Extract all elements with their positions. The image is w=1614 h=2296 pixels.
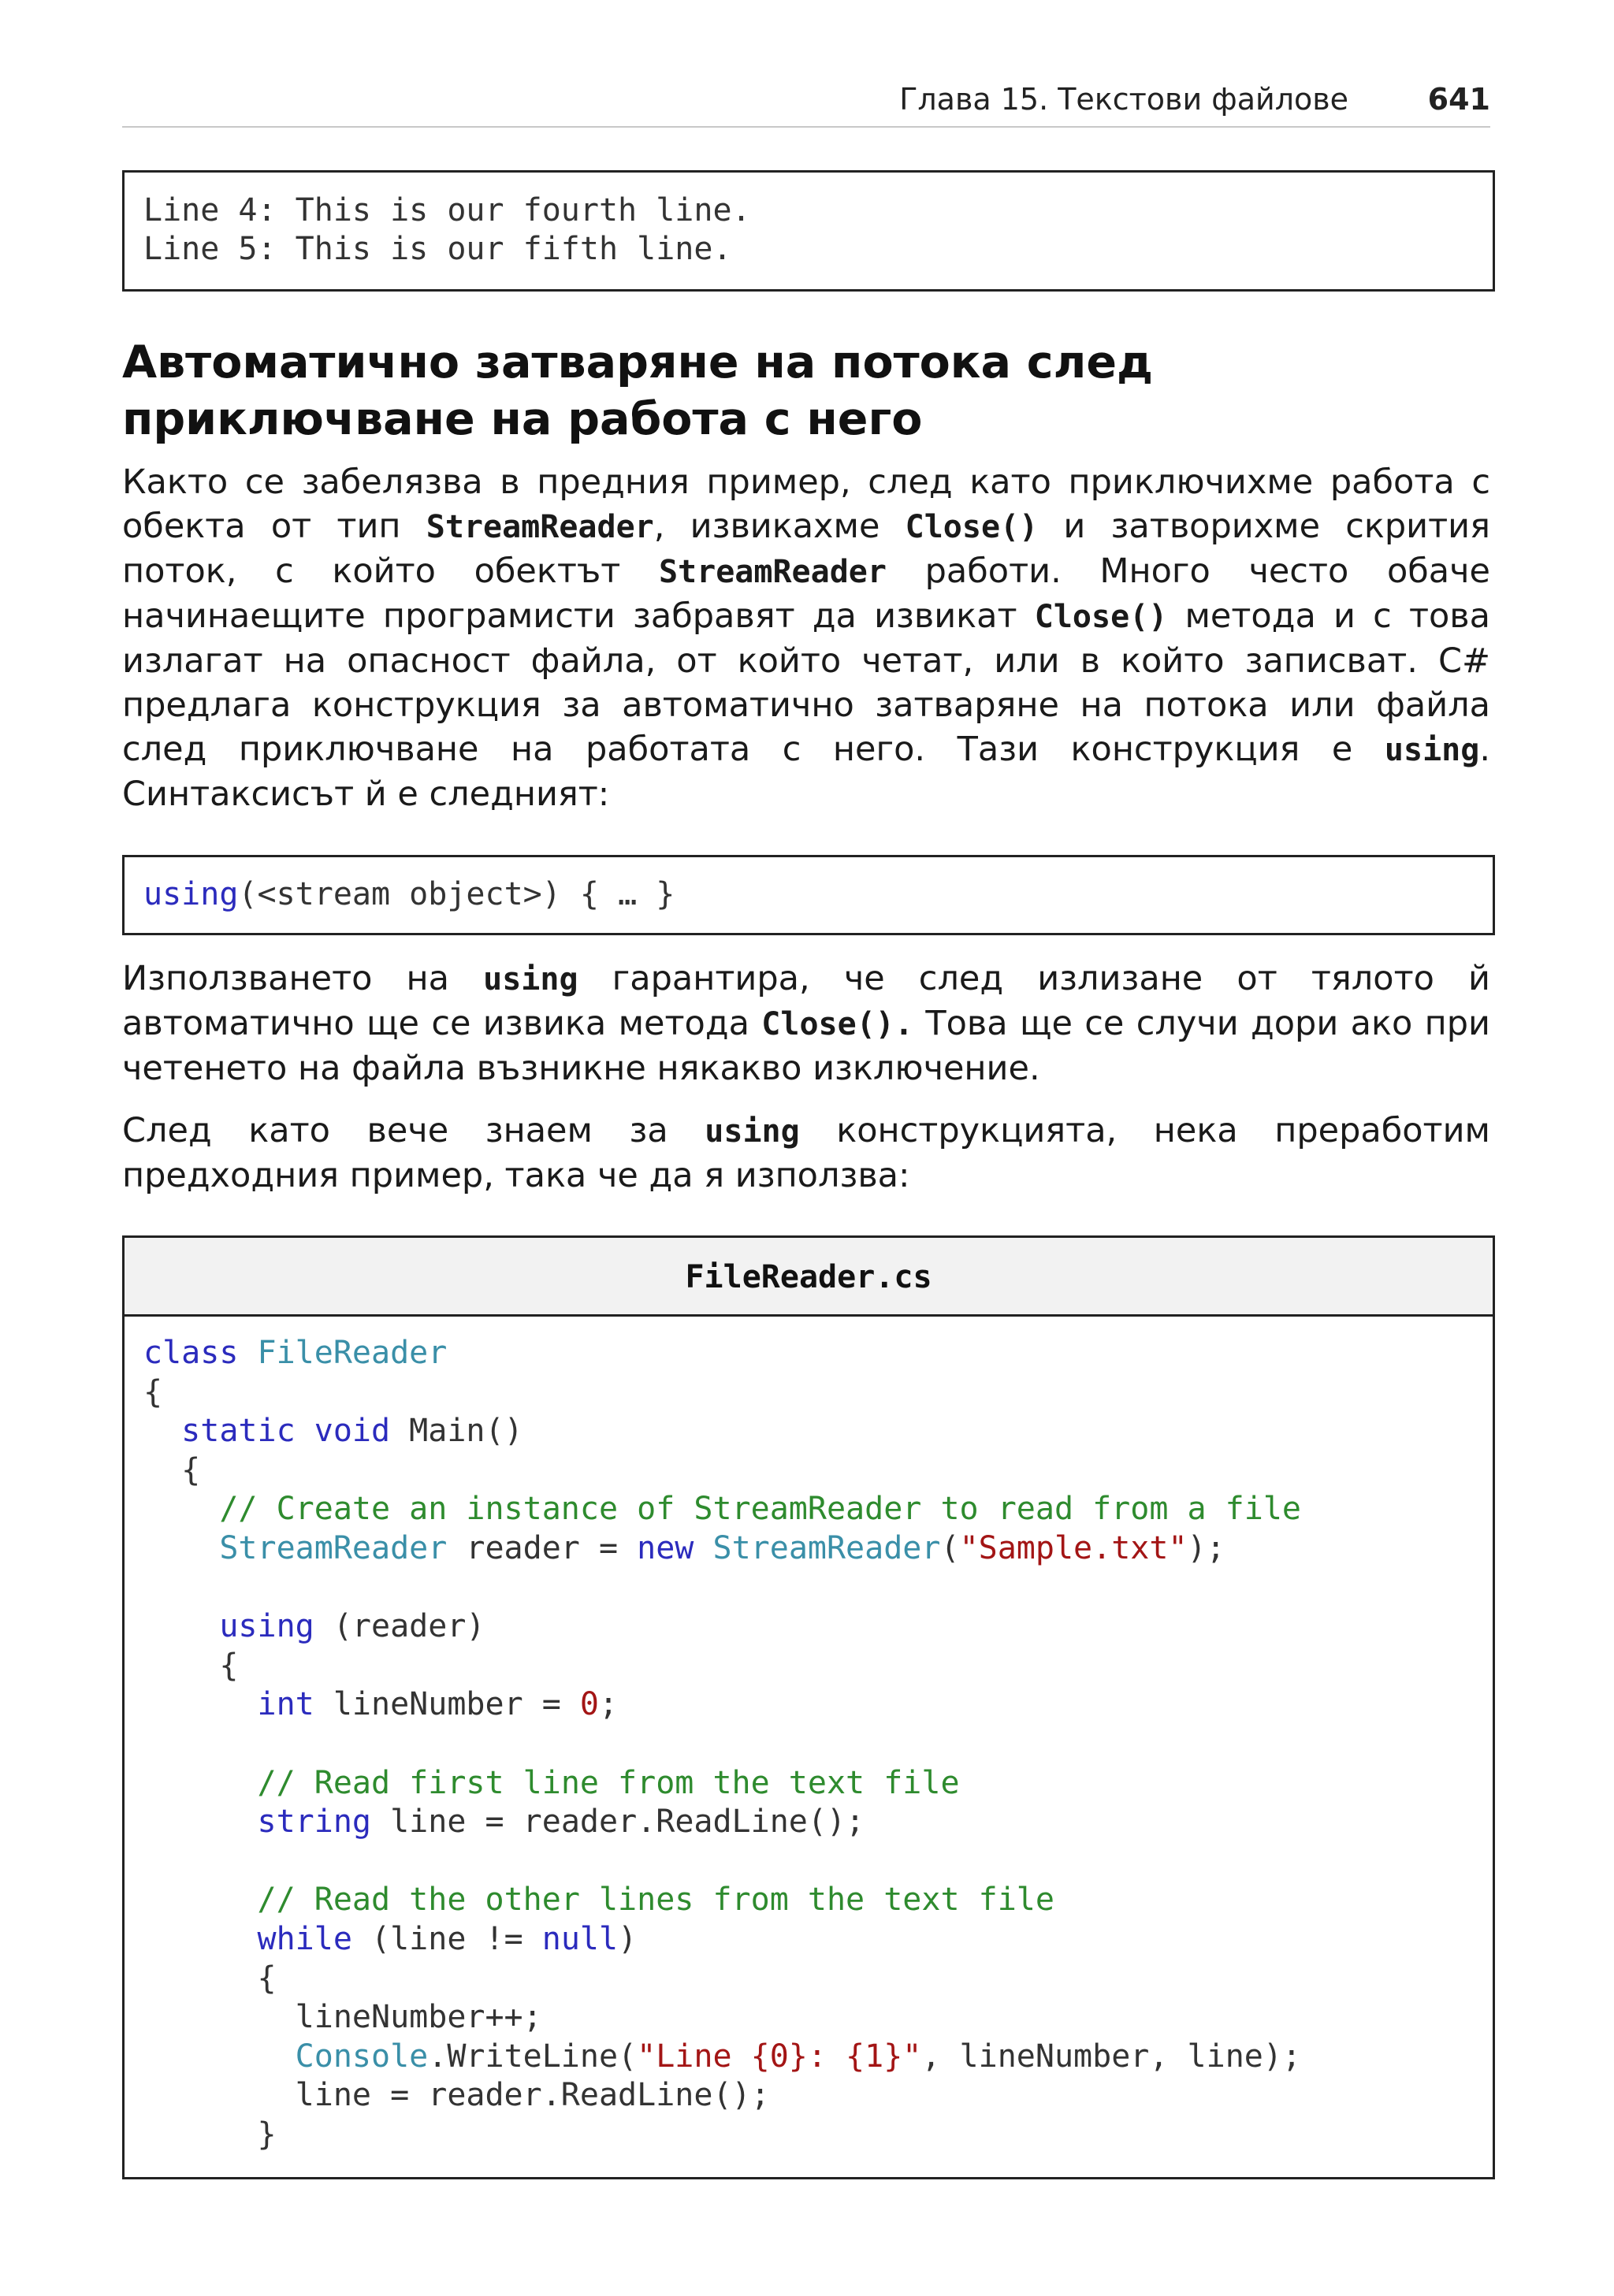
code-line: [143, 1569, 1493, 1608]
code-token: // Create an instance of StreamReader to read from a file: [219, 1491, 1302, 1528]
code-token: "Line {0}: {1}": [637, 2038, 922, 2075]
code-line: [143, 1529, 1493, 1569]
code-token: // Read the other lines from the text file: [257, 1882, 1054, 1919]
code-token: .WriteLine(: [428, 2038, 638, 2075]
code-line: [143, 1842, 1493, 1882]
code-token: {: [143, 1451, 201, 1488]
code-token: {: [143, 1960, 277, 1997]
code-token: using: [219, 1608, 314, 1645]
code-line: [143, 1764, 1493, 1804]
output-line: Line 4: This is our fourth line.: [143, 192, 751, 228]
syntax-rest: (<stream object>) { … }: [238, 876, 675, 912]
code-line: [143, 1607, 1493, 1647]
chapter-title: Глава 15. Текстови файлове: [899, 82, 1348, 117]
code-token: line = reader.ReadLine();: [143, 2077, 770, 2114]
section-heading: Автоматично затваряне на потока след приключване на работа с него: [122, 336, 1154, 445]
code-token: line = reader.ReadLine();: [371, 1804, 865, 1841]
code-token: (: [940, 1529, 960, 1566]
code-body: [125, 1317, 1493, 2154]
code-token: );: [1187, 1529, 1225, 1566]
code-token: ;: [599, 1686, 619, 1723]
code-token: [143, 1686, 258, 1722]
code-token: {: [143, 1373, 163, 1410]
paragraph-rework: След като вече знаем за using конструкцията, нека преработим предходния пример, така че да я използва:: [122, 1111, 1490, 1195]
code-token: Console: [295, 2038, 429, 2075]
code-token: StreamReader: [219, 1529, 448, 1566]
code-line: [143, 1920, 1493, 1960]
code-line: [143, 1373, 1493, 1413]
inline-code: using: [1384, 732, 1480, 768]
output-block: [122, 170, 1495, 292]
code-token: null: [541, 1920, 619, 1957]
code-token: string: [257, 1804, 371, 1841]
code-token: while: [257, 1920, 352, 1957]
code-line: [143, 2038, 1493, 2077]
code-token: lineNumber++;: [143, 1999, 542, 2036]
code-line: [143, 1685, 1493, 1725]
code-token: Main(): [390, 1413, 523, 1450]
code-listing: [122, 1235, 1495, 2179]
code-token: (reader): [314, 1608, 485, 1645]
output-line: Line 5: This is our fifth line.: [143, 231, 732, 267]
code-token: StreamReader: [712, 1529, 941, 1566]
code-token: [143, 1921, 258, 1957]
code-line: [143, 1803, 1493, 1842]
code-line: [143, 1881, 1493, 1920]
code-token: (line !=: [351, 1920, 542, 1957]
code-line: [143, 1960, 1493, 1999]
code-token: [143, 1413, 181, 1449]
code-token: [694, 1530, 712, 1566]
syntax-keyword: using: [143, 876, 239, 912]
code-token: {: [143, 1647, 239, 1684]
code-token: static: [181, 1413, 296, 1450]
code-line: [143, 2116, 1493, 2155]
page-header: [122, 82, 1490, 128]
code-token: "Sample.txt": [959, 1529, 1188, 1566]
code-line: [143, 1451, 1493, 1491]
code-line: [143, 2076, 1493, 2116]
code-token: // Read first line from the text file: [257, 1764, 960, 1801]
code-token: [143, 1765, 258, 1801]
inline-code: using: [483, 961, 578, 998]
syntax-block: [122, 855, 1495, 935]
code-token: new: [637, 1529, 694, 1566]
code-token: [143, 1804, 258, 1840]
inline-code: Close(): [905, 509, 1039, 545]
listing-filename: FileReader.cs: [125, 1238, 1493, 1317]
code-token: ): [618, 1920, 638, 1957]
code-token: FileReader: [257, 1335, 448, 1371]
code-token: reader =: [447, 1529, 638, 1566]
code-line: [143, 1998, 1493, 2038]
page-number: 641: [1427, 82, 1490, 117]
code-token: , lineNumber, line);: [921, 2038, 1302, 2075]
inline-code: Close(): [1034, 599, 1168, 635]
code-token: [238, 1335, 257, 1371]
code-line: [143, 1725, 1493, 1764]
code-line: [143, 1412, 1493, 1451]
inline-code: StreamReader: [658, 554, 887, 590]
inline-code: using: [705, 1113, 800, 1150]
paragraph-using: Използването на using гарантира, че след излизане от тялото й автоматично ще се извика метода Close(). Това ще се случи дори ако при четенето на файла възникне някакво изключение.: [122, 959, 1491, 1088]
code-line: [143, 1334, 1493, 1373]
code-line: [143, 1490, 1493, 1529]
paragraph-intro: Както се забелязва в предния пример, след като приключихме работа с обекта от тип StreamReader, извикахме Close() и затворихме скрития поток, с който обектът StreamReader работи. Много често обаче начинаещите програмисти забравят да извикат Close() метода и с това излагат на опасност файла, от който четат, или в който записват. C# предлага конструкция за автоматично затваряне на потока или файла след приключване на работата с него. Тази конструкция е using. Синтаксисът й е следният:: [122, 463, 1490, 814]
code-token: [143, 1882, 258, 1918]
code-token: int: [257, 1686, 314, 1723]
code-token: void: [314, 1413, 391, 1450]
code-line: [143, 1647, 1493, 1686]
code-token: [143, 1491, 219, 1527]
code-token: 0: [579, 1686, 599, 1723]
code-token: lineNumber =: [314, 1686, 580, 1723]
code-token: [143, 1530, 219, 1566]
code-token: [143, 2038, 296, 2075]
code-token: class: [143, 1335, 239, 1371]
code-token: [143, 1608, 219, 1644]
inline-code: StreamReader: [426, 509, 654, 545]
code-token: }: [143, 2116, 277, 2153]
code-token: [296, 1413, 314, 1449]
inline-code: Close().: [761, 1006, 913, 1042]
